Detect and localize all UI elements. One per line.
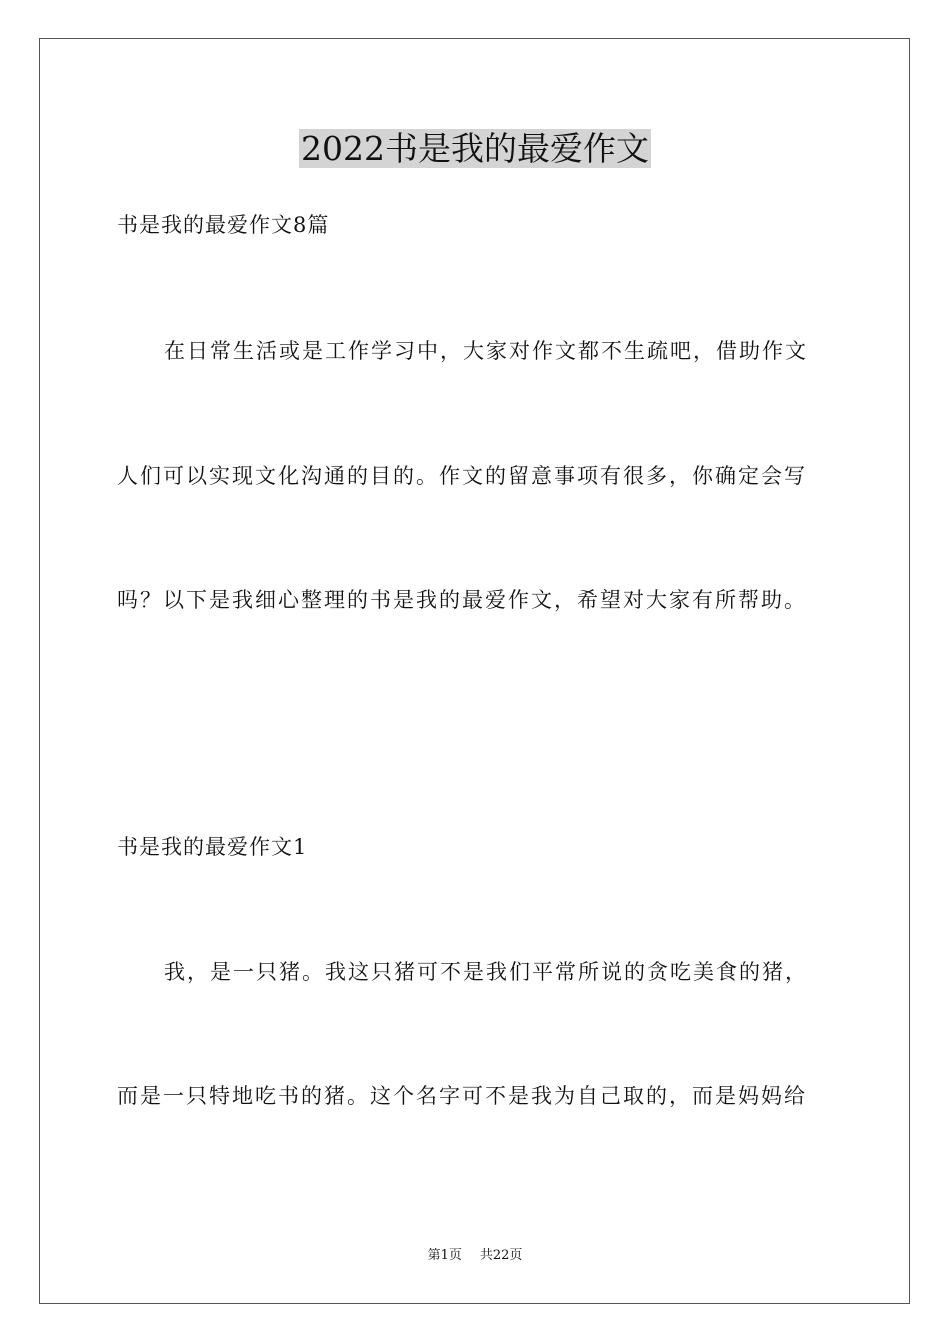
intro-line-1: 在日常生活或是工作学习中，大家对作文都不生疏吧，借助作文	[164, 339, 808, 363]
subtitle: 书是我的最爱作文8篇	[117, 213, 330, 237]
intro-line-3: 吗？以下是我细心整理的书是我的最爱作文，希望对大家有所帮助。	[117, 588, 807, 612]
page-number-total: 共22页	[479, 1248, 523, 1263]
document-title-text: 2022书是我的最爱作文	[301, 129, 649, 168]
intro-line-2: 人们可以实现文化沟通的目的。作文的留意事项有很多，你确定会写	[117, 464, 807, 488]
section-line-1: 我，是一只猪。我这只猪可不是我们平常所说的贪吃美食的猪，	[164, 960, 808, 984]
document-title	[0, 128, 950, 170]
page-footer	[0, 1247, 950, 1265]
section-heading: 书是我的最爱作文1	[117, 835, 308, 859]
page-number-current: 第1页	[427, 1248, 462, 1263]
section-line-2: 而是一只特地吃书的猪。这个名字可不是我为自己取的，而是妈妈给	[117, 1084, 807, 1108]
